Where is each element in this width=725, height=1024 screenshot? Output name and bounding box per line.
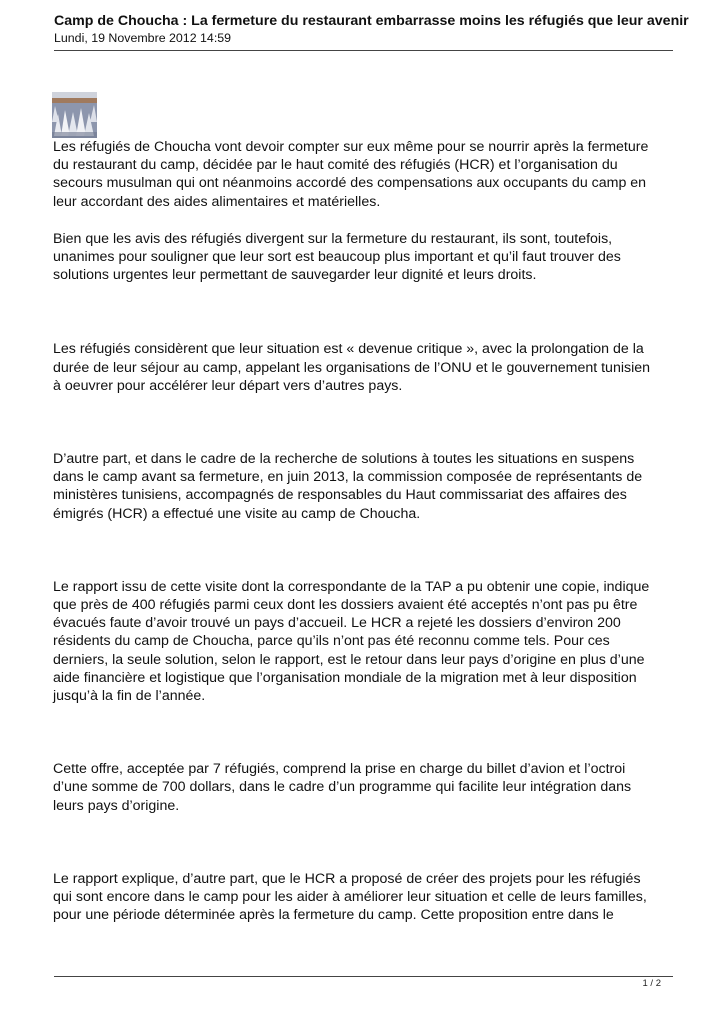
text-line: secours musulman qui ont néanmoins accordé des compensations aux occupants du camp en [53, 175, 647, 192]
text-line: unanimes pour souligner que leur sort est beaucoup plus important et qu’il faut trouver des [53, 249, 621, 266]
article-body [53, 138, 678, 924]
text-line: d’une somme de 700 dollars, dans le cadre d’un programme qui facilite leur intégration dans [53, 779, 632, 796]
text-line: à oeuvrer pour accélérer leur départ vers d’autres pays. [53, 377, 403, 394]
article-thumbnail-image [52, 92, 97, 138]
text-line: qui sont encore dans le camp pour les aider à améliorer leur situation et celle de leurs familles, [53, 889, 647, 906]
header-divider [54, 50, 673, 51]
text-line: Bien que les avis des réfugiés divergent sur la fermeture du restaurant, ils sont, toutefois, [53, 230, 613, 247]
text-line: que près de 400 réfugiés parmi ceux dont les dossiers avaient été acceptés n’ont pas pu être [53, 597, 638, 614]
document-header [54, 13, 689, 46]
text-line: évacués faute d’avoir trouvé un pays d’accueil. Le HCR a rejeté les dossiers d’environ 200 [53, 615, 621, 632]
page-number: 1 / 2 [642, 978, 661, 989]
text-line: du restaurant du camp, décidée par le haut comité des réfugiés (HCR) et l’organisation du [53, 157, 618, 174]
article-paragraph [53, 760, 678, 815]
text-line: leur accordant des aides alimentaires et matérielles. [53, 193, 381, 210]
text-line: Les réfugiés considèrent que leur situation est « devenue critique », avec la prolongation de la [53, 341, 644, 358]
text-line: aide financière et logistique que l’organisation mondiale de la migration met à leur disposition [53, 669, 637, 686]
text-line: Cette offre, acceptée par 7 réfugiés, comprend la prise en charge du billet d’avion et l’octroi [53, 761, 626, 778]
text-line: Le rapport explique, d’autre part, que le HCR a proposé de créer des projets pour les réfugiés [53, 870, 641, 887]
text-line: jusqu’à la fin de l’année. [53, 688, 206, 705]
text-line: ministères tunisiens, accompagnés de responsables du Haut commissariat des affaires des [53, 487, 627, 504]
text-line: pour une période déterminée après la fermeture du camp. Cette proposition entre dans le [53, 907, 614, 924]
article-paragraph [53, 230, 678, 285]
text-line: derniers, la seule solution, selon le rapport, est le retour dans leur pays d’origine en plus d’une [53, 651, 645, 668]
article-date: Lundi, 19 Novembre 2012 14:59 [54, 31, 232, 45]
text-line: D’autre part, et dans le cadre de la recherche de solutions à toutes les situations en suspens [53, 451, 635, 468]
article-paragraph [53, 340, 678, 395]
article-paragraph [53, 138, 678, 211]
text-line: leurs pays d’origine. [53, 797, 180, 814]
article-paragraph [53, 450, 678, 523]
text-line: Les réfugiés de Choucha vont devoir compter sur eux même pour se nourrir après la fermeture [53, 139, 649, 155]
text-line: résidents du camp de Choucha, parce qu’ils n’ont pas été reconnu comme tels. Pour ces [53, 633, 610, 650]
text-line: solutions urgentes leur permettant de sauvegarder leur dignité et leurs droits. [53, 267, 537, 284]
article-paragraph [53, 578, 678, 705]
text-line: émigrés (HCR) a effectué une visite au camp de Choucha. [53, 505, 421, 522]
article-paragraph [53, 870, 678, 925]
footer-divider [54, 976, 673, 977]
text-line: dans le camp avant sa fermeture, en juin 2013, la commission composée de représentants de [53, 469, 643, 486]
text-line: durée de leur séjour au camp, appelant les organisations de l’ONU et le gouvernement tunisien [53, 359, 651, 376]
article-title: Camp de Choucha : La fermeture du restaurant embarrasse moins les réfugiés que leur avenir [54, 13, 689, 29]
text-line: Le rapport issu de cette visite dont la correspondante de la TAP a pu obtenir une copie, indique [53, 578, 650, 595]
